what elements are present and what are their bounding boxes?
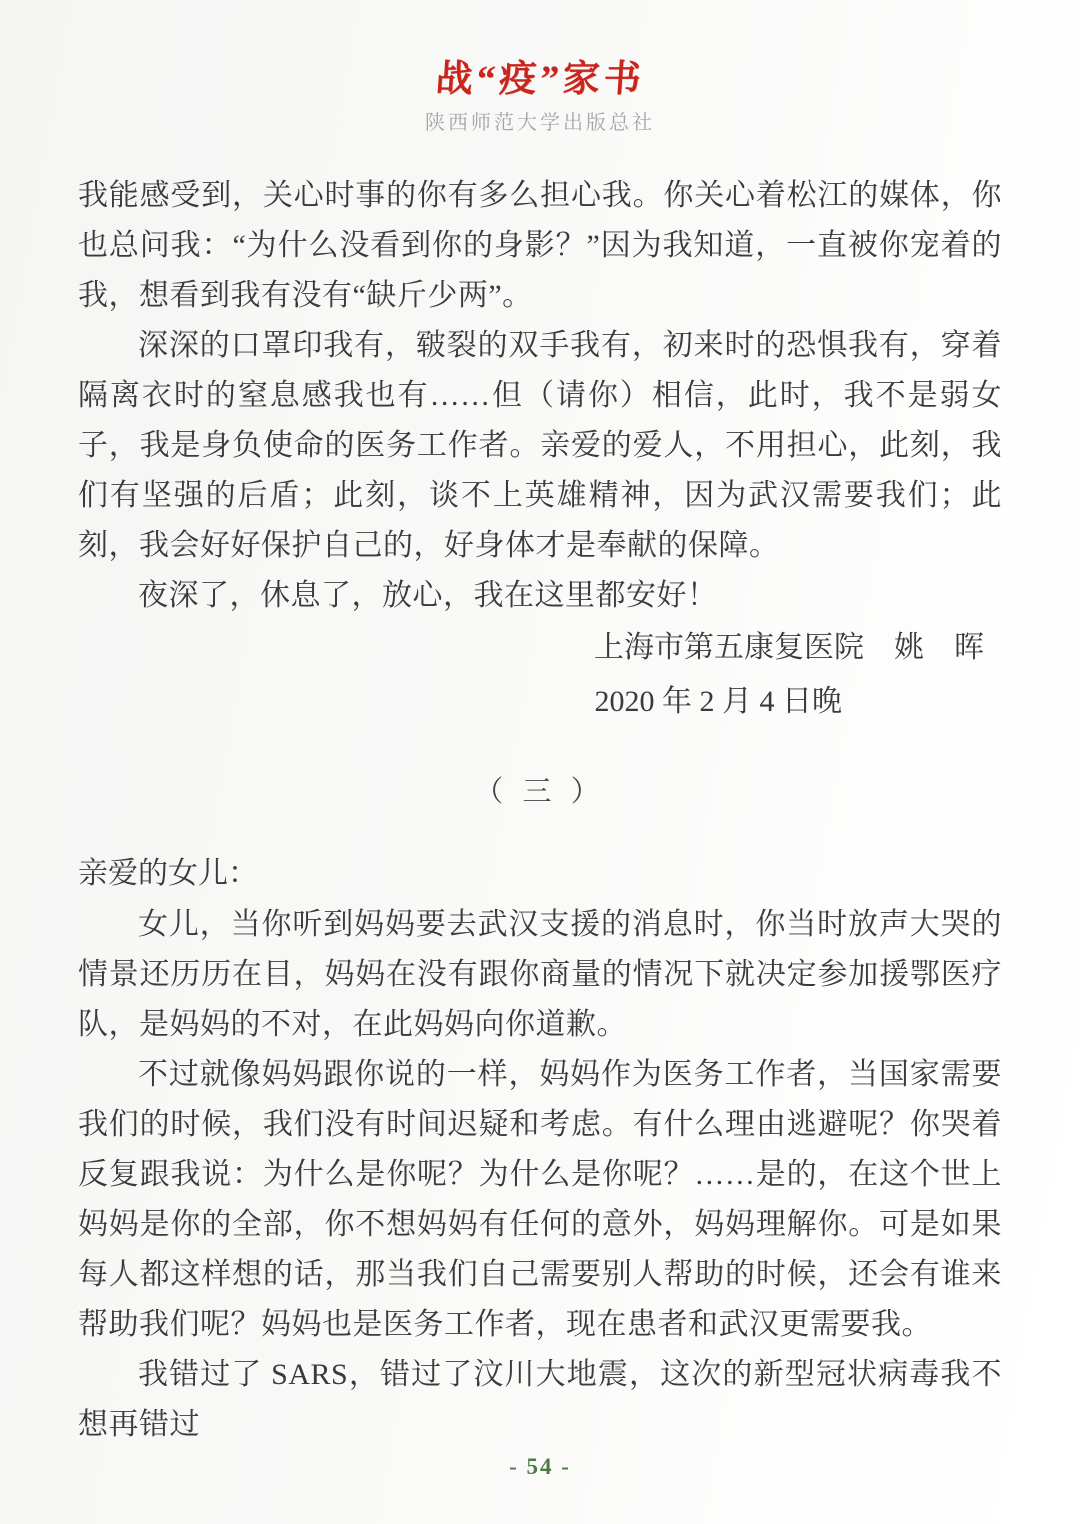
letter1-paragraph: 深深的口罩印我有，皲裂的双手我有，初来时的恐惧我有，穿着隔离衣时的窒息感我也有……但（请你）相信，此时，我不是弱女子，我是身负使命的医务工作者。亲爱的爱人，不用担心，此刻，我们有坚强的后盾；此刻，谈不上英雄精神，因为武汉需要我们；此刻，我会好好保护自己的，好身体才是奉献的保障。: [78, 329, 1002, 562]
letter-body: [78, 171, 1002, 1450]
letter1-signature: 上海市第五康复医院 姚 晖: [594, 631, 984, 664]
page-footer: [0, 1454, 1080, 1480]
letter2-paragraph-cutoff: 我错过了 SARS，错过了汶川大地震，这次的新型冠状病毒我不想再错过: [78, 1358, 1002, 1441]
publisher-name: 陕西师范大学出版总社: [425, 112, 655, 134]
press-logo: 战“疫”家书: [433, 59, 646, 100]
letter2-paragraph: 女儿，当你听到妈妈要去武汉支援的消息时，你当时放声大哭的情景还历历在目，妈妈在没有跟你商量的情况下就决定参加援鄂医疗队，是妈妈的不对，在此妈妈向你道歉。: [78, 908, 1002, 1041]
letter1-paragraph-continuation: 我能感受到，关心时事的你有多么担心我。你关心着松江的媒体，你也总问我：“为什么没看到你的身影？”因为我知道，一直被你宠着的我，想看到我有没有“缺斤少两”。: [78, 179, 1002, 312]
page-number: - 54 -: [509, 1454, 571, 1479]
letter1-closing-line: 夜深了，休息了，放心，我在这里都安好！: [138, 579, 718, 612]
section-heading: （ 三 ）: [474, 776, 606, 808]
letter1-date: 2020 年 2 月 4 日晚: [594, 685, 842, 718]
page-header: [0, 0, 1080, 135]
letter2-salutation: 亲爱的女儿：: [78, 857, 258, 890]
letter2-paragraph: 不过就像妈妈跟你说的一样，妈妈作为医务工作者，当国家需要我们的时候，我们没有时间迟疑和考虑。有什么理由逃避呢？你哭着反复跟我说：为什么是你呢？为什么是你呢？……是的，在这个世上妈妈是你的全部，你不想妈妈有任何的意外，妈妈理解你。可是如果每人都这样想的话，那当我们自己需要别人帮助的时候，还会有谁来帮助我们呢？妈妈也是医务工作者，现在患者和武汉更需要我。: [78, 1058, 1002, 1341]
